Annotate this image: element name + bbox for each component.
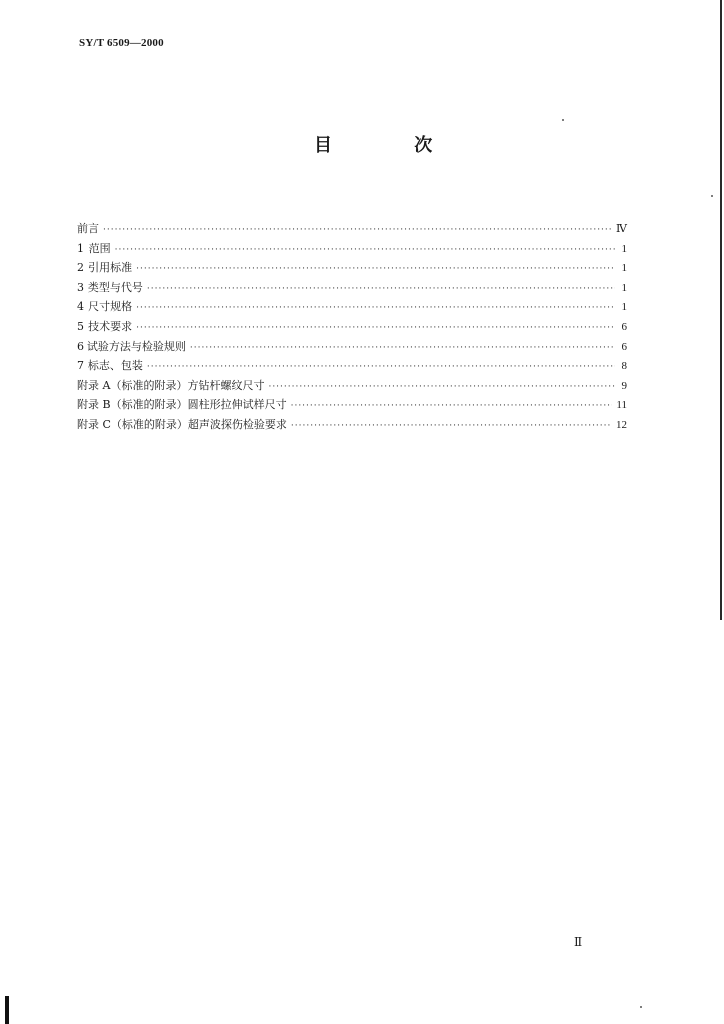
table-of-contents <box>77 219 627 435</box>
toc-entry-appendix-a[interactable] <box>77 376 627 396</box>
toc-entry-2[interactable] <box>77 258 627 278</box>
toc-entry-1[interactable] <box>77 239 627 259</box>
toc-entry-appendix-b[interactable] <box>77 395 627 415</box>
toc-entry-appendix-label: 附录 C（标准的附录） <box>77 417 188 431</box>
toc-entry-5[interactable] <box>77 317 627 337</box>
toc-entry-text: 范围 <box>88 241 111 255</box>
toc-entry-page: 1 <box>621 301 627 314</box>
toc-entry-text: 超声波探伤检验要求 <box>187 417 287 431</box>
toc-entry-number: 4 <box>77 300 84 314</box>
leader-dots <box>291 417 612 437</box>
scan-edge-mark <box>5 996 9 1024</box>
leader-dots <box>136 260 615 280</box>
leader-dots <box>115 241 615 261</box>
toc-entry-page: Ⅳ <box>616 223 627 235</box>
leader-dots <box>147 280 615 300</box>
toc-entry-number: 2 <box>77 261 84 275</box>
toc-entry-appendix-label: 附录 A（标准的附录） <box>77 378 188 392</box>
scan-speck <box>711 195 713 197</box>
toc-entry-text: 技术要求 <box>88 319 133 333</box>
toc-entry-appendix-c[interactable] <box>77 415 627 435</box>
toc-entry-page: 1 <box>621 281 627 294</box>
toc-entry-text: 前言 <box>77 222 99 235</box>
leader-dots <box>103 221 612 241</box>
toc-entry-7[interactable] <box>77 356 627 376</box>
toc-entry-3[interactable] <box>77 278 627 298</box>
toc-entry-page: 12 <box>616 418 627 431</box>
leader-dots <box>136 319 615 339</box>
toc-entry-4[interactable] <box>77 297 627 317</box>
toc-entry-6[interactable] <box>77 337 627 357</box>
toc-entry-number: 6 <box>77 339 84 353</box>
toc-entry-text: 尺寸规格 <box>88 300 133 314</box>
toc-entry-page: 6 <box>621 320 627 333</box>
toc-entry-number: 5 <box>77 319 84 333</box>
toc-entry-text: 标志、包装 <box>87 359 143 373</box>
page-folio: Ⅱ <box>574 935 583 949</box>
toc-entry-text: 方钻杆螺纹尺寸 <box>187 378 265 392</box>
leader-dots <box>291 397 613 417</box>
toc-entry-page: 9 <box>621 379 627 392</box>
leader-dots <box>268 378 615 398</box>
toc-entry-page: 11 <box>616 399 627 412</box>
scan-edge-shadow <box>720 0 722 620</box>
toc-entry-text: 试验方法与检验规则 <box>86 339 186 353</box>
toc-entry-page: 1 <box>621 242 627 255</box>
toc-entry-foreword[interactable] <box>77 219 627 239</box>
toc-entry-page: 6 <box>621 340 627 353</box>
scan-speck <box>640 1006 642 1008</box>
standard-code: SY/T 6509—2000 <box>79 37 164 49</box>
toc-entry-number: 7 <box>77 359 84 373</box>
leader-dots <box>136 299 615 319</box>
toc-entry-page: 8 <box>621 360 627 373</box>
leader-dots <box>190 339 615 359</box>
toc-entry-number: 1 <box>77 241 84 255</box>
toc-entry-page: 1 <box>621 262 627 275</box>
scan-speck <box>562 119 564 121</box>
toc-entry-number: 3 <box>77 280 84 294</box>
toc-entry-text: 引用标准 <box>88 261 133 275</box>
toc-entry-text: 圆柱形拉伸试样尺寸 <box>187 398 287 412</box>
toc-entry-text: 类型与代号 <box>87 280 143 294</box>
toc-title: 目 次 <box>314 135 471 156</box>
toc-entry-appendix-label: 附录 B（标准的附录） <box>77 398 188 412</box>
